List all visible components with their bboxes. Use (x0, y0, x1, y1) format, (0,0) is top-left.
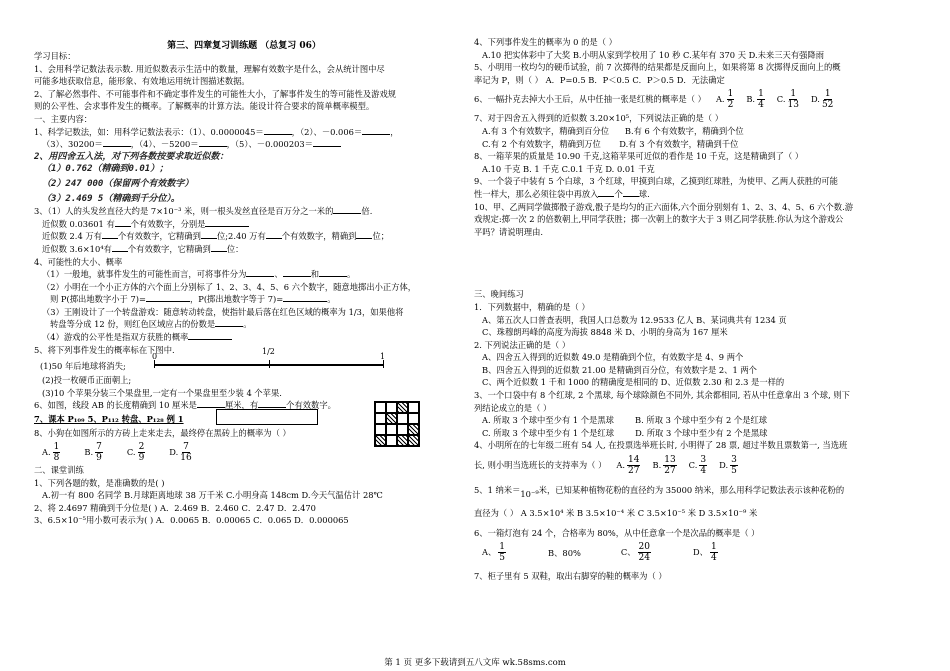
q4a-text-4: 。 (347, 269, 356, 280)
goal-2: 2、了解必然事件、不可能事件和不确定事件发生的可能性大小，了解事件发生的等可能性及游戏规 (34, 88, 397, 99)
q8-option-d[interactable]: D. $\frac{7}{16}$ (169, 441, 192, 463)
left-column (34, 50, 454, 527)
section-3-heading: 三、晚间练习 (474, 289, 524, 300)
q3b-text: 近似数 2.4 万有 (42, 231, 102, 242)
evening-q4-row (474, 452, 914, 478)
question-7: 7、课本 P₁₀₉ 5、P₁₁₂ 转盘、P₁₂₈ 例 1 (34, 414, 184, 425)
q1-blank-3[interactable] (103, 138, 131, 147)
evening-q2-cd: C、两个近似数 1 千和 1000 的精确度是相同的 D、近似数 2.30 和 2.3 是一样的 (482, 377, 785, 388)
evening-q6-option-d[interactable]: D、 $\frac{1}{4}$ (692, 542, 717, 564)
right-q7: 7、对于四舍五入得到的近似数 3.20×10⁵，下列说法正确的是（ ） (474, 113, 723, 124)
right-q6: 6、一幅扑克去掉大小王后，从中任抽一张是红桃的概率是（ ） (474, 94, 706, 105)
e5-text-b: 10⁻⁹ (520, 489, 539, 500)
question-4d (34, 331, 454, 344)
goal-heading: 学习目标： (34, 51, 76, 61)
goal-1: 1、会用科学记数法表示数. 用近似数表示生活中的数量，理解有效数字是什么，会从统计图中尽 (34, 63, 385, 74)
answer-space[interactable] (474, 238, 914, 288)
class-q3: 3、6.5×10⁻⁵用小数可表示为( ) A．0.0065 B．0.00065 C．0.065 D．0.000065 (34, 515, 349, 526)
right-q10-cont2: 平吗？请说明理由. (474, 226, 544, 237)
q4a-text: （1）一般地，就事件发生的可能性而言，可将事件分为 (42, 269, 247, 280)
q4a-blank-1[interactable] (246, 268, 274, 277)
evening-q6: 6、一箱灯泡有 24 个，合格率为 80%，从中任意拿一个是次品的概率是（ ） (474, 528, 760, 539)
e5-text-c: 米，已知某种植物花粉的直径约为 35000 纳米，那么用科学记数法表示该种花粉的 (538, 485, 845, 496)
q3b-blank-4[interactable] (356, 230, 372, 239)
question-3a (34, 218, 454, 231)
question-3b (34, 230, 454, 243)
question-8: 8、小狗在如图所示的方砖上走来走去，最终停在黑砖上的概率为（ ） (34, 428, 291, 439)
q4b-text-2: 则 P(掷出地数字小于 7)= (50, 294, 146, 305)
right-q8: 8、一箱苹果的质量是 10.90 千克,这箱苹果可近似的看作是 10 千克，这是精确到了（ ） (474, 151, 804, 162)
right-q7-option-b[interactable]: B.有 6 个有效数字，精确到个位 (624, 125, 744, 136)
right-q8-options: A.10 千克 B. 1 千克 C.0.1 千克 D. 0.01 千克 (482, 163, 655, 174)
q3b-text-5: 位； (372, 231, 390, 242)
q1-text-d: （3）、30200＝ (42, 139, 103, 150)
ruler-label-half: 1/2 (262, 347, 275, 357)
q3b-text-4: 个有效数字，精确到 (281, 231, 357, 242)
evening-q4-option-c[interactable]: C. $\frac{3}{4}$ (688, 454, 707, 476)
right-q5-cont: 率记为 P，则（ ） A．P=0.5 B．P＜0.5 C．P＞0.5 D．无法确定 (474, 74, 725, 85)
q1-text: 1、科学记数法，如：用科学记数法表示：（1）、0.0000045＝ (34, 126, 264, 137)
question-7-row (34, 413, 454, 427)
q1-blank-2[interactable] (362, 126, 390, 135)
evening-q6-option-b[interactable]: B、80% (548, 547, 581, 558)
q3-text: 3、（1）人的头发丝直径大约是 7×10⁻³ 米，则一根头发丝直径是百万分之一米的 (34, 206, 334, 217)
evening-q1-ab: A、第五次人口普查表明，我国人口总数为 12.9533 亿人 B、某词典共有 1234 页 (482, 314, 787, 325)
page-footer: 第 1 页 更多下载请到五八文库 wk.58sms.com (384, 658, 566, 668)
goal-1b: 可能多地获取信息，能形象、有效地运用统计图描述数据。 (34, 76, 250, 87)
q5b-text: (2)投一枚硬币正面朝上; (42, 375, 132, 386)
question-4b: （2）小明在一个小正方体的六个面上分别标了 1、2、3、4、5、6 六个数字，随意地掷出小正方体， (42, 281, 417, 292)
q4a-blank-2[interactable] (283, 268, 311, 277)
q5c-text: (3)10 个苹果分装三个果盘里,一定有一个果盘里至少装 4 个苹果. (42, 387, 282, 398)
tile-grid (374, 401, 420, 447)
evening-q3-cont: 列结论成立的是（ ） (474, 402, 552, 413)
q1-text-b: ，（2）、－0.006＝ (291, 126, 363, 137)
question-3c (34, 243, 454, 256)
right-q10-cont: 戏规定:掷一次 2 的倍数朝上,甲同学获胜；掷一次朝上的数字大于 3 则乙同学获胜.你认为这个游戏公 (474, 214, 844, 225)
right-q5: 5、小明用一枚均匀的硬币试验，前 7 次掷得的结果都是反面向上，如果将第 8 次掷得反面向上的概 (474, 62, 841, 73)
section-1-heading: 一、主要内容： (34, 113, 93, 124)
right-q7-ab (474, 125, 914, 138)
evening-q3-option-a[interactable]: A. 所取 3 个球中至少有 1 个是黑球 (482, 415, 614, 426)
right-q7-option-a[interactable]: A.有 3 个有效数字，精确到百分位 (482, 125, 610, 136)
question-2a: （1）0.762（精确到0.01）； (42, 164, 169, 175)
q8-option-b[interactable]: B. $\frac{7}{9}$ (84, 441, 102, 463)
evening-q1: 1．下列数据中，精确的是（ ） (474, 301, 590, 312)
evening-q3-option-c[interactable]: C. 所取 3 个球中至少有 1 个是红球 (482, 427, 614, 438)
right-q7-cd (474, 138, 914, 151)
question-1 (34, 126, 454, 139)
class-q2: 2、将 2.4697 精确到千分位是( ) A．2.469 B．2.460 C．2.47 D．2.470 (34, 502, 316, 513)
right-q10: 10、甲、乙两同学做掷骰子游戏,骰子是均匀的正六面体,六个面分别刻有 1、2、3、4、5、6 六个数.游 (474, 201, 853, 212)
e5-text: 5、1 纳米＝ (474, 485, 521, 496)
question-4b-cont (34, 293, 454, 306)
evening-q5-options: 直径为（ ） A 3.5×10⁴ 米 B 3.5×10⁻⁴ 米 C 3.5×10⁻⁵ 米 D 3.5×10⁻⁹ 米 (474, 507, 758, 518)
segment-ab-ruler (216, 409, 318, 425)
q4c-text-2: 转盘等分成 12 份，则红色区域应占的份数是 (50, 319, 216, 330)
q4c-text-3: 。 (243, 319, 252, 330)
q3b-text-3: 位;2.40 万有 (216, 231, 266, 242)
right-q6-row (474, 86, 914, 112)
q3b-blank-3[interactable] (266, 230, 282, 239)
question-2b: （2）247 000（保留两个有效数字） (42, 178, 194, 189)
question-3 (34, 205, 454, 218)
q3a-text-2: 个有效数字，分别是 (130, 218, 206, 229)
question-5: 5、将下列事件发生的概率标在下图中. (34, 344, 175, 355)
right-q6-option-c[interactable]: C. $\frac{1}{13}$ (776, 88, 799, 110)
q1-blank-1[interactable] (264, 126, 292, 135)
evening-q3-option-b[interactable]: B. 所取 3 个球中至少有 2 个是红球 (635, 415, 768, 426)
right-q6-option-b[interactable]: B. $\frac{1}{4}$ (746, 88, 764, 110)
r9-blank-2[interactable] (623, 188, 639, 197)
evening-q3-cd (474, 427, 914, 440)
q3a-text: 近似数 0.03601 有 (42, 218, 115, 229)
evening-q4-cont: 长, 则小明当选班长的支持率为（ ） (474, 459, 607, 470)
right-q6-option-a[interactable]: A. $\frac{1}{2}$ (715, 88, 734, 110)
q6-blank-1[interactable] (197, 399, 225, 408)
question-2c: （3）2.469 5（精确到千分位）。 (42, 193, 180, 204)
evening-q6-option-c[interactable]: C、 $\frac{20}{24}$ (620, 542, 650, 564)
page-title: 第三、四章复习训练题 （总复习 06） (167, 41, 321, 51)
question-4: 4、可能性的大小、概率 (34, 256, 123, 267)
q3-blank[interactable] (333, 205, 361, 214)
evening-q3-ab (474, 414, 914, 427)
r9-text-b: 性一样大，那么必须往袋中再放入 (474, 188, 599, 199)
right-q6-option-d[interactable]: D. $\frac{1}{52}$ (810, 88, 834, 110)
q4b-text-3: ，P(掷出地数字等于 7)= (189, 294, 284, 305)
evening-q3-option-d[interactable]: D. 所取 3 个球中至少有 2 个是黑球 (635, 427, 768, 438)
r9-text-c: 个 (614, 188, 623, 199)
evening-q5 (474, 484, 914, 500)
right-q7-option-c[interactable]: C.有 2 个有效数字，精确到万位 (482, 138, 601, 149)
q4d-blank[interactable] (188, 331, 232, 340)
question-4c: （3）王刚设计了一个转盘游戏：随意转动转盘，使指针最后落在红色区域的概率为 1/3，如果他将 (42, 306, 404, 317)
q4a-text-2: 、 (274, 269, 283, 280)
q4b-blank-2[interactable] (283, 293, 327, 302)
q3c-text: 近似数 3.6×10⁴有 (42, 243, 112, 254)
evening-q2-b: B、四舍五入得到的近似数 21.00 是精确到百分位，有效数字是 2、1 两个 (482, 364, 757, 375)
ruler-label-0: 0 (152, 352, 158, 362)
question-1-cont (34, 138, 454, 151)
goal-2b: 则的公平性、会求事件发生的概率。了解概率的计算方法。能设计符合要求的简单概率模型。 (34, 101, 375, 112)
right-q7-option-d[interactable]: D.有 3 个有效数字，精确到千位 (619, 138, 739, 149)
right-q4: 4、下列事件发生的概率为 0 的是（ ） (474, 37, 617, 47)
q4a-blank-3[interactable] (319, 268, 347, 277)
q4a-text-3: 和 (310, 269, 320, 280)
evening-q2-a: A、四舍五入得到的近似数 49.0 是精确到个位，有效数字是 4、9 两个 (482, 352, 744, 363)
right-q9-cont (474, 188, 914, 201)
q3c-blank-1[interactable] (112, 243, 128, 252)
q1-text-e: ，（4）、－5200＝ (130, 139, 199, 150)
q1-blank-4[interactable] (199, 138, 227, 147)
right-q4-options: A.10 把实体彩中了大奖 B.小明从家到学校用了 10 秒 C.某年有 370 天 D.未来三天有强降雨 (482, 49, 825, 60)
q3a-blank-1[interactable] (115, 218, 131, 227)
q1-blank-5[interactable] (313, 138, 341, 147)
q4b-blank-1[interactable] (146, 293, 190, 302)
ruler-label-1: 1 (380, 352, 386, 362)
evening-q4-option-d[interactable]: D. $\frac{3}{5}$ (719, 454, 737, 476)
question-4c-cont (34, 318, 454, 331)
q3c-text-3: 位： (226, 243, 244, 254)
question-2: 2、用四舍五入法，对下列各数按要求取近似数： (34, 151, 229, 162)
evening-q2: 2. 下列说法正确的是（ ） (474, 339, 571, 350)
right-column (474, 36, 914, 582)
evening-q4: 4、小明所在的七年级二班有 54 人, 在投票选举班长时, 小明得了 28 票, 超过半数且票数第一, 当选班 (474, 440, 848, 451)
evening-q6-options (474, 540, 914, 566)
q8-option-a[interactable]: A. $\frac{1}{8}$ (42, 441, 60, 463)
ruler-tick-half (269, 360, 270, 368)
probability-ruler (152, 347, 386, 372)
class-q1-options: A.初一有 800 名同学 B.月球距离地球 38 万千米 C.小明身高 148cm D.今天气温估计 28℃ (42, 490, 383, 501)
q6-blank-2[interactable] (258, 399, 286, 408)
section-2-heading: 二、课堂训练 (34, 465, 84, 476)
q4d-text: （4）游戏的公平性是指双方获胜的概率 (42, 332, 189, 343)
q3b-text-2: 个有效数字，它精确到 (117, 231, 201, 242)
q3c-blank-2[interactable] (211, 243, 227, 252)
q3b-blank-1[interactable] (102, 230, 118, 239)
q8-option-c[interactable]: C. $\frac{2}{9}$ (126, 441, 145, 463)
evening-q1-cd: C、珠穆朗玛峰的高度为海拔 8848 米 D、小明的身高为 167 厘米 (482, 327, 728, 338)
q3c-text-2: 个有效数字，它精确到 (127, 243, 211, 254)
class-q1: 1、下列各题的数，是准确数的是( ) (34, 477, 165, 488)
q3a-blank-2[interactable] (205, 218, 249, 227)
q6-text-b: 厘米，有 (224, 400, 259, 411)
q6-text-c: 个有效数字。 (286, 400, 336, 411)
evening-q4-option-a[interactable]: A. $\frac{14}{27}$ (616, 454, 640, 476)
question-4a (34, 268, 454, 281)
q1-text-c: ， (390, 126, 399, 137)
evening-q7: 7、柜子里有 5 双鞋，取出右脚穿的鞋的概率为（ ） (474, 570, 667, 581)
evening-q3: 3、一个口袋中有 8 个红球, 2 个黑球, 每个球除颜色不同外, 其余都相同, 若从中任意拿出 3 个球, 则下 (474, 390, 850, 401)
q1-text-f: ，（5）、－0.000203＝ (226, 139, 313, 150)
q4c-blank[interactable] (215, 318, 243, 327)
r9-blank-1[interactable] (598, 188, 614, 197)
q3b-blank-2[interactable] (201, 230, 217, 239)
evening-q6-option-a[interactable]: A、 $\frac{1}{5}$ (482, 542, 506, 564)
right-q9: 9、一个袋子中装有 5 个白球，3 个红球，甲摸到白球，乙摸到红球胜，为使甲、乙两人获胜的可能 (474, 176, 838, 187)
q6-text: 6、如图，线段 AB 的长度精确到 10 厘米是 (34, 400, 197, 411)
q4b-text-4: 。 (327, 294, 336, 305)
q3-text-x: 倍. (361, 206, 373, 217)
q5a-text: (1)50 年后地球将消失; (40, 361, 126, 372)
evening-q4-option-b[interactable]: B. $\frac{13}{27}$ (652, 454, 676, 476)
r9-text-d: 球. (638, 188, 650, 199)
